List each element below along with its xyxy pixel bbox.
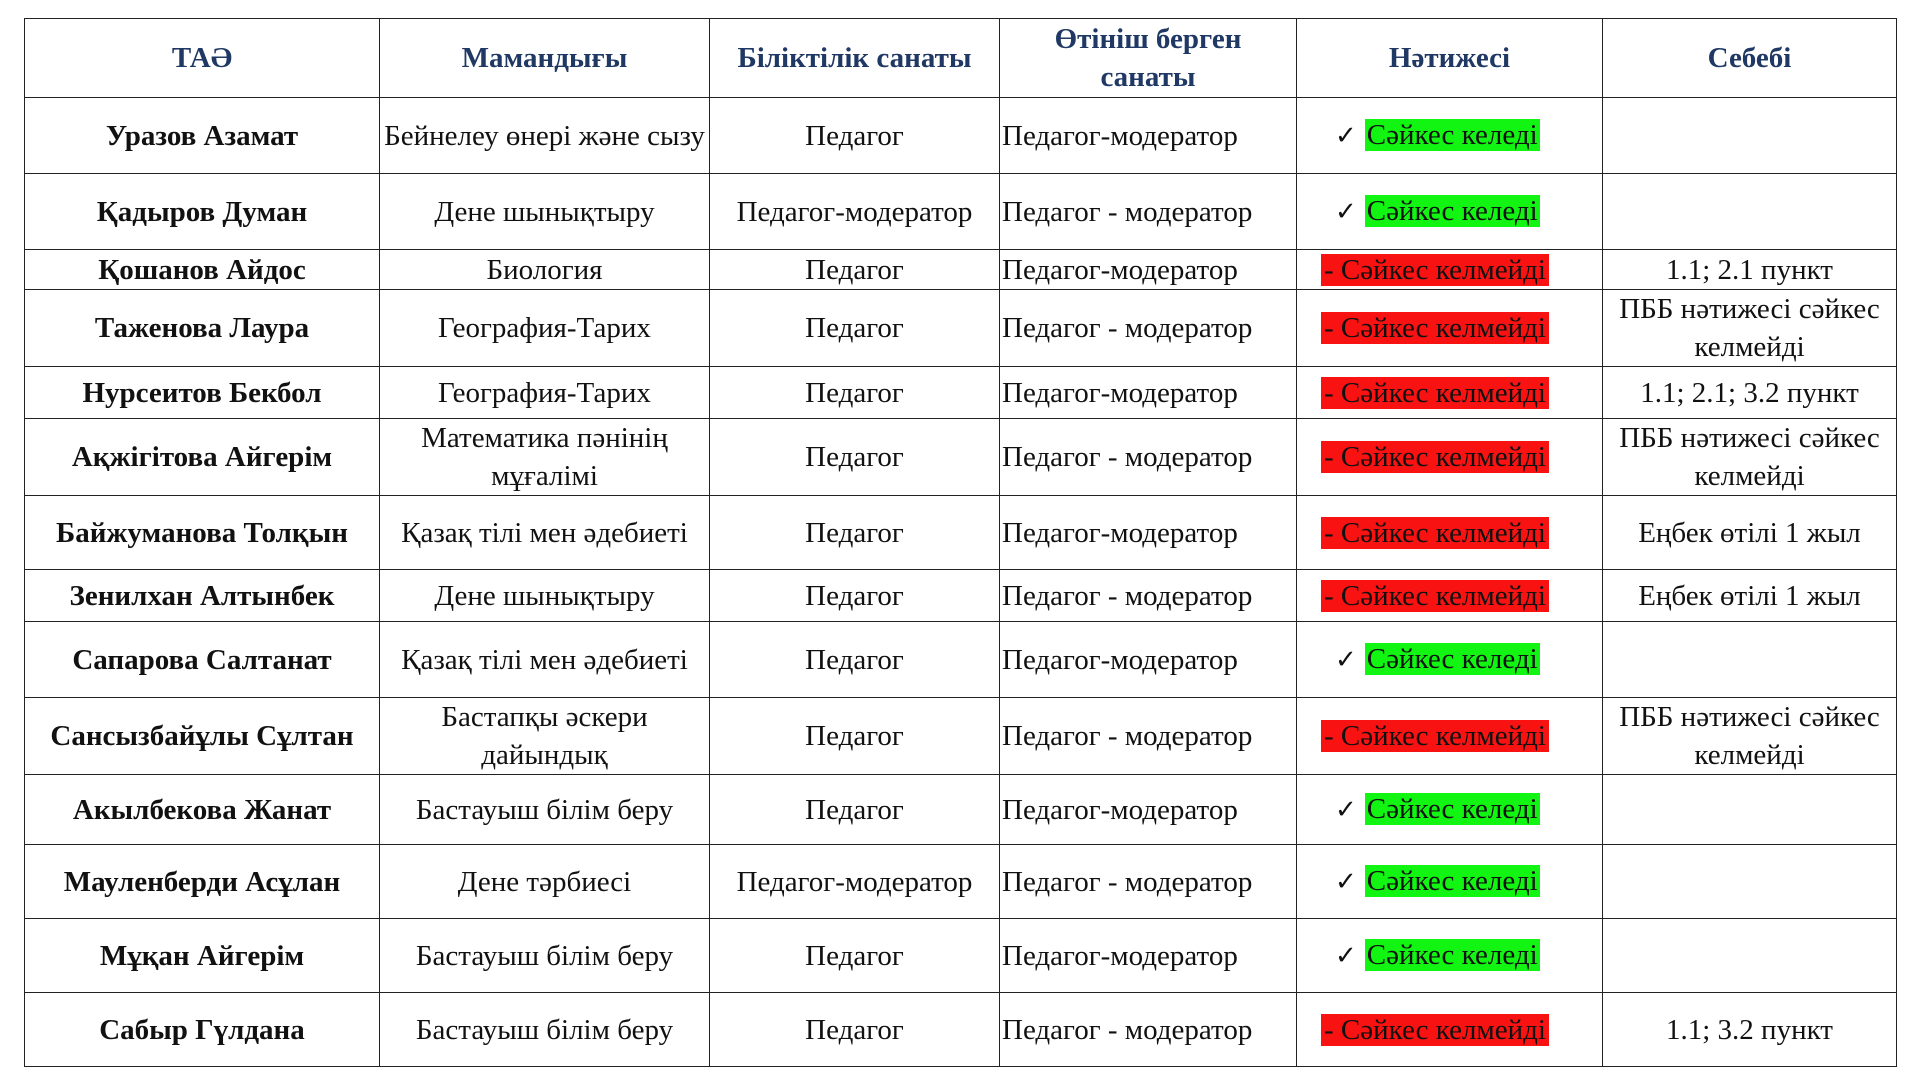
- cell-category: Педагог: [710, 250, 1000, 290]
- cell-specialty: Қазақ тілі мен әдебиеті: [380, 622, 710, 698]
- cell-applied-category: Педагог - модератор: [1000, 845, 1297, 919]
- cell-specialty: География-Тарих: [380, 367, 710, 419]
- cell-name: Таженова Лаура: [25, 290, 380, 367]
- table-row: [25, 775, 1897, 845]
- cell-category: Педагог: [710, 290, 1000, 367]
- cell-category: Педагог: [710, 993, 1000, 1067]
- cell-specialty: Дене тәрбиесі: [380, 845, 710, 919]
- table-row: [25, 174, 1897, 250]
- cell-applied-category: Педагог - модератор: [1000, 993, 1297, 1067]
- results-table-container: [24, 18, 1897, 1067]
- cell-result: [1297, 290, 1603, 367]
- cell-category: Педагог: [710, 919, 1000, 993]
- cell-applied-category: Педагог - модератор: [1000, 174, 1297, 250]
- cell-name: Қошанов Айдос: [25, 250, 380, 290]
- cell-specialty: География-Тарих: [380, 290, 710, 367]
- header-category: Біліктілік санаты: [710, 19, 1000, 98]
- cell-reason: [1603, 775, 1897, 845]
- cell-applied-category: Педагог - модератор: [1000, 419, 1297, 496]
- cell-specialty: Биология: [380, 250, 710, 290]
- cell-category: Педагог: [710, 698, 1000, 775]
- cell-name: Байжуманова Толқын: [25, 496, 380, 570]
- cell-reason: [1603, 845, 1897, 919]
- cell-specialty: Бастауыш білім беру: [380, 775, 710, 845]
- table-row: [25, 419, 1897, 496]
- cell-reason: 1.1; 2.1; 3.2 пункт: [1603, 367, 1897, 419]
- cell-category: Педагог: [710, 367, 1000, 419]
- checkmark-icon: ✓: [1335, 121, 1357, 151]
- result-mismatch-badge: - Сәйкес келмейді: [1321, 312, 1549, 344]
- cell-applied-category: Педагог - модератор: [1000, 570, 1297, 622]
- header-reason: Себебі: [1603, 19, 1897, 98]
- result-match-badge: Сәйкес келеді: [1366, 119, 1538, 151]
- cell-applied-category: Педагог-модератор: [1000, 496, 1297, 570]
- cell-name: Ақжігітова Айгерім: [25, 419, 380, 496]
- cell-name: Сабыр Гүлдана: [25, 993, 380, 1067]
- cell-category: Педагог: [710, 570, 1000, 622]
- cell-result: [1297, 419, 1603, 496]
- result-mismatch-badge: - Сәйкес келмейді: [1321, 441, 1549, 473]
- checkmark-icon: ✓: [1335, 197, 1357, 227]
- cell-specialty: Бастауыш білім беру: [380, 993, 710, 1067]
- cell-result: [1297, 993, 1603, 1067]
- cell-applied-category: Педагог - модератор: [1000, 290, 1297, 367]
- cell-specialty: Дене шынықтыру: [380, 570, 710, 622]
- result-mismatch-badge: - Сәйкес келмейді: [1321, 517, 1549, 549]
- cell-result: [1297, 698, 1603, 775]
- result-mismatch-badge: - Сәйкес келмейді: [1321, 1014, 1549, 1046]
- cell-specialty: Дене шынықтыру: [380, 174, 710, 250]
- cell-applied-category: Педагог-модератор: [1000, 98, 1297, 174]
- cell-specialty: Математика пәнінің мұғалімі: [380, 419, 710, 496]
- cell-applied-category: Педагог-модератор: [1000, 250, 1297, 290]
- cell-category: Педагог-модератор: [710, 174, 1000, 250]
- result-match-badge: Сәйкес келеді: [1366, 865, 1538, 897]
- cell-result: [1297, 570, 1603, 622]
- result-match-badge: Сәйкес келеді: [1366, 939, 1538, 971]
- cell-applied-category: Педагог-модератор: [1000, 775, 1297, 845]
- cell-specialty: Бейнелеу өнері және сызу: [380, 98, 710, 174]
- cell-name: Нурсеитов Бекбол: [25, 367, 380, 419]
- cell-category: Педагог-модератор: [710, 845, 1000, 919]
- cell-reason: Еңбек өтілі 1 жыл: [1603, 570, 1897, 622]
- cell-category: Педагог: [710, 622, 1000, 698]
- cell-reason: ПББ нәтижесі сәйкес келмейді: [1603, 419, 1897, 496]
- cell-category: Педагог: [710, 419, 1000, 496]
- cell-result: [1297, 250, 1603, 290]
- cell-result: [1297, 775, 1603, 845]
- checkmark-icon: ✓: [1335, 867, 1357, 897]
- cell-applied-category: Педагог-модератор: [1000, 919, 1297, 993]
- result-mismatch-badge: - Сәйкес келмейді: [1321, 377, 1549, 409]
- cell-reason: Еңбек өтілі 1 жыл: [1603, 496, 1897, 570]
- cell-result: [1297, 622, 1603, 698]
- cell-reason: [1603, 622, 1897, 698]
- table-row: [25, 698, 1897, 775]
- table-row: [25, 845, 1897, 919]
- table-row: [25, 622, 1897, 698]
- cell-name: Акылбекова Жанат: [25, 775, 380, 845]
- cell-applied-category: Педагог - модератор: [1000, 698, 1297, 775]
- cell-name: Зенилхан Алтынбек: [25, 570, 380, 622]
- cell-specialty: Қазақ тілі мен әдебиеті: [380, 496, 710, 570]
- cell-name: Мұқан Айгерім: [25, 919, 380, 993]
- checkmark-icon: ✓: [1335, 941, 1357, 971]
- header-row: [25, 19, 1897, 98]
- cell-name: Мауленберди Асұлан: [25, 845, 380, 919]
- cell-name: Сансызбайұлы Сұлтан: [25, 698, 380, 775]
- cell-result: [1297, 98, 1603, 174]
- cell-applied-category: Педагог-модератор: [1000, 622, 1297, 698]
- cell-reason: ПББ нәтижесі сәйкес келмейді: [1603, 290, 1897, 367]
- result-match-badge: Сәйкес келеді: [1366, 643, 1538, 675]
- result-match-badge: Сәйкес келеді: [1366, 195, 1538, 227]
- cell-reason: [1603, 174, 1897, 250]
- cell-reason: ПББ нәтижесі сәйкес келмейді: [1603, 698, 1897, 775]
- cell-category: Педагог: [710, 98, 1000, 174]
- result-mismatch-badge: - Сәйкес келмейді: [1321, 720, 1549, 752]
- table-row: [25, 250, 1897, 290]
- header-applied-category: Өтініш берген санаты: [1000, 19, 1297, 98]
- cell-result: [1297, 845, 1603, 919]
- cell-result: [1297, 919, 1603, 993]
- checkmark-icon: ✓: [1335, 795, 1357, 825]
- cell-result: [1297, 367, 1603, 419]
- table-row: [25, 290, 1897, 367]
- header-result: Нәтижесі: [1297, 19, 1603, 98]
- header-specialty: Мамандығы: [380, 19, 710, 98]
- results-table: [24, 18, 1897, 1067]
- cell-applied-category: Педагог-модератор: [1000, 367, 1297, 419]
- cell-specialty: Бастапқы әскери дайындық: [380, 698, 710, 775]
- checkmark-icon: ✓: [1335, 645, 1357, 675]
- table-row: [25, 919, 1897, 993]
- cell-result: [1297, 496, 1603, 570]
- table-body: [25, 98, 1897, 1067]
- cell-reason: 1.1; 3.2 пункт: [1603, 993, 1897, 1067]
- cell-category: Педагог: [710, 496, 1000, 570]
- header-name: ТАӘ: [25, 19, 380, 98]
- cell-specialty: Бастауыш білім беру: [380, 919, 710, 993]
- table-row: [25, 367, 1897, 419]
- cell-name: Уразов Азамат: [25, 98, 380, 174]
- cell-reason: [1603, 919, 1897, 993]
- cell-name: Сапарова Салтанат: [25, 622, 380, 698]
- cell-category: Педагог: [710, 775, 1000, 845]
- cell-reason: [1603, 98, 1897, 174]
- table-row: [25, 993, 1897, 1067]
- result-mismatch-badge: - Сәйкес келмейді: [1321, 254, 1549, 286]
- table-row: [25, 98, 1897, 174]
- cell-reason: 1.1; 2.1 пункт: [1603, 250, 1897, 290]
- cell-result: [1297, 174, 1603, 250]
- result-match-badge: Сәйкес келеді: [1366, 793, 1538, 825]
- table-row: [25, 570, 1897, 622]
- result-mismatch-badge: - Сәйкес келмейді: [1321, 580, 1549, 612]
- table-row: [25, 496, 1897, 570]
- cell-name: Қадыров Думан: [25, 174, 380, 250]
